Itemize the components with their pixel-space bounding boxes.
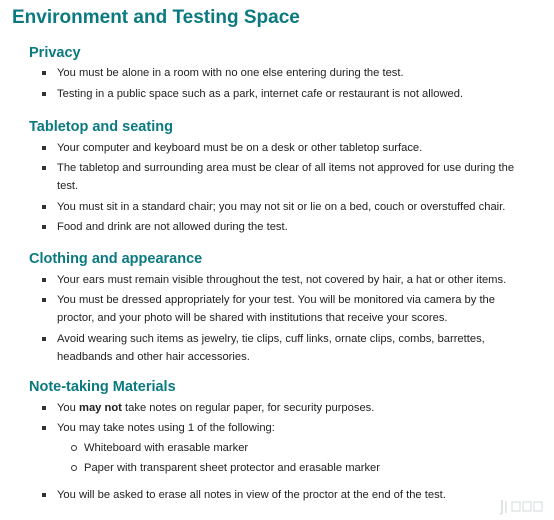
square-bullet-icon [42,205,46,209]
emphasis-may-not: may not [79,402,122,414]
list-item: Testing in a public space such as a park, internet cafe or restaurant is not allowed. [57,85,527,103]
list-item: You must sit in a standard chair; you may not sit or lie on a bed, couch or overstuffed chair. [57,198,527,216]
section-heading-note-taking: Note-taking Materials [29,379,176,395]
list-item: Avoid wearing such items as jewelry, tie clips, cuff links, ornate clips, combs, barrettes, headbands and other hair accessories. [57,330,527,366]
square-bullet-icon [42,71,46,75]
square-bullet-icon [42,146,46,150]
square-bullet-icon [42,426,46,430]
square-bullet-icon [42,493,46,497]
section-heading-tabletop: Tabletop and seating [29,119,173,135]
list-item: You may not take notes on regular paper, for security purposes. [57,399,527,417]
list-item: Food and drink are not allowed during the test. [57,218,527,236]
square-bullet-icon [42,337,46,341]
square-bullet-icon [42,92,46,96]
watermark-logo-icon [498,498,546,516]
section-heading-clothing: Clothing and appearance [29,251,203,267]
list-item: Your ears must remain visible throughout the test, not covered by hair, a hat or other items. [57,271,527,289]
page-title: Environment and Testing Space [12,7,300,28]
list-item: You must be alone in a room with no one else entering during the test. [57,64,527,82]
list-item: You must be dressed appropriately for your test. You will be monitored via camera by the proctor, and your photo will be shared with institutions that receive your scores. [57,291,527,327]
square-bullet-icon [42,298,46,302]
section-heading-privacy: Privacy [29,45,81,61]
square-bullet-icon [42,278,46,282]
list-item: The tabletop and surrounding area must be clear of all items not approved for use during the test. [57,159,527,195]
sub-list-item: Whiteboard with erasable marker [84,439,524,457]
list-item: You will be asked to erase all notes in view of the proctor at the end of the test. [57,486,527,504]
square-bullet-icon [42,225,46,229]
list-item: You may take notes using 1 of the following: [57,419,527,437]
list-item: Your computer and keyboard must be on a desk or other tabletop surface. [57,139,527,157]
square-bullet-icon [42,406,46,410]
circle-bullet-icon [71,465,77,471]
circle-bullet-icon [71,445,77,451]
sub-list-item: Paper with transparent sheet protector and erasable marker [84,459,524,477]
square-bullet-icon [42,166,46,170]
